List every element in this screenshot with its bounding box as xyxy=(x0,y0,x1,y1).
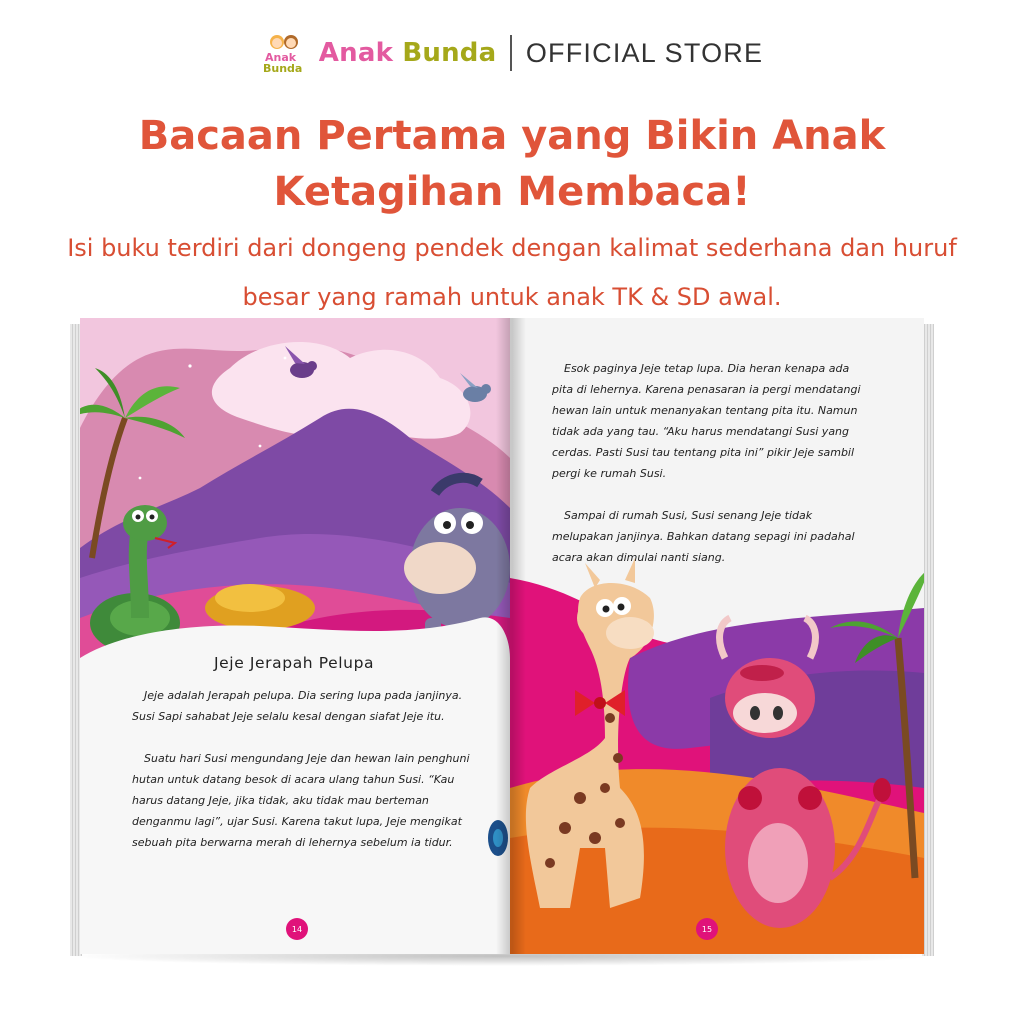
left-page xyxy=(80,318,510,954)
brand-name xyxy=(319,38,497,68)
right-paragraph-1: Esok paginya Jeje tetap lupa. Dia heran kenapa ada pita di lehernya. Karena penasaran ia pergi mendatangi hewan lain untuk menanyakan tentang pita itu. Namun tidak ada yang tau. “Aku harus mendatangi Susi yang cerdas. Pasti Susi tau tentang pita ini” pikir Jeje sambil pergi ke rumah Susi. xyxy=(552,362,861,480)
subheadline-line2: besar yang ramah untuk anak TK & SD awal. xyxy=(242,283,782,311)
svg-text:Bunda: Bunda xyxy=(262,62,303,73)
subheadline-line1: Isi buku terdiri dari dongeng pendek dengan kalimat sederhana dan huruf xyxy=(67,234,957,262)
left-paragraph-2: Suatu hari Susi mengundang Jeje dan hewan lain penghuni hutan untuk datang besok di acara ulang tahun Susi. “Kau harus datang Jeje, jika tidak, aku tidak mau berteman denganmu lagi”, ujar Susi. Karena takut lupa, Jeje mengikat sebuah pita berwarna merah di lehernya sebelum ia tidur. xyxy=(132,752,470,849)
left-page-text xyxy=(132,685,472,874)
headline xyxy=(0,108,1024,220)
subheadline xyxy=(0,224,1024,322)
story-title: Jeje Jerapah Pelupa xyxy=(214,654,375,672)
brand-name-part2: Bunda xyxy=(402,38,497,68)
right-page-text xyxy=(552,358,862,589)
headline-line2: Ketagihan Membaca! xyxy=(273,169,751,215)
left-paragraph-1: Jeje adalah Jerapah pelupa. Dia sering lupa pada janjinya. Susi Sapi sahabat Jeje selalu kesal dengan siafat Jeje itu. xyxy=(132,689,463,723)
page-number-left: 14 xyxy=(286,918,308,940)
brand-header xyxy=(0,30,1024,76)
right-paragraph-2: Sampai di rumah Susi, Susi senang Jeje tidak melupakan janjinya. Bahkan datang sepagi ini padahal acara akan dimulai nanti siang. xyxy=(552,509,855,564)
page-number-right: 15 xyxy=(696,918,718,940)
anak-bunda-logo xyxy=(261,33,309,73)
brand-name-part1: Anak xyxy=(318,38,394,68)
right-page xyxy=(510,318,924,954)
official-store-label: OFFICIAL STORE xyxy=(525,37,764,68)
headline-line1: Bacaan Pertama yang Bikin Anak xyxy=(138,113,886,159)
brand-divider xyxy=(510,35,512,71)
svg-text:Anak: Anak xyxy=(264,51,296,64)
open-book xyxy=(66,318,938,958)
